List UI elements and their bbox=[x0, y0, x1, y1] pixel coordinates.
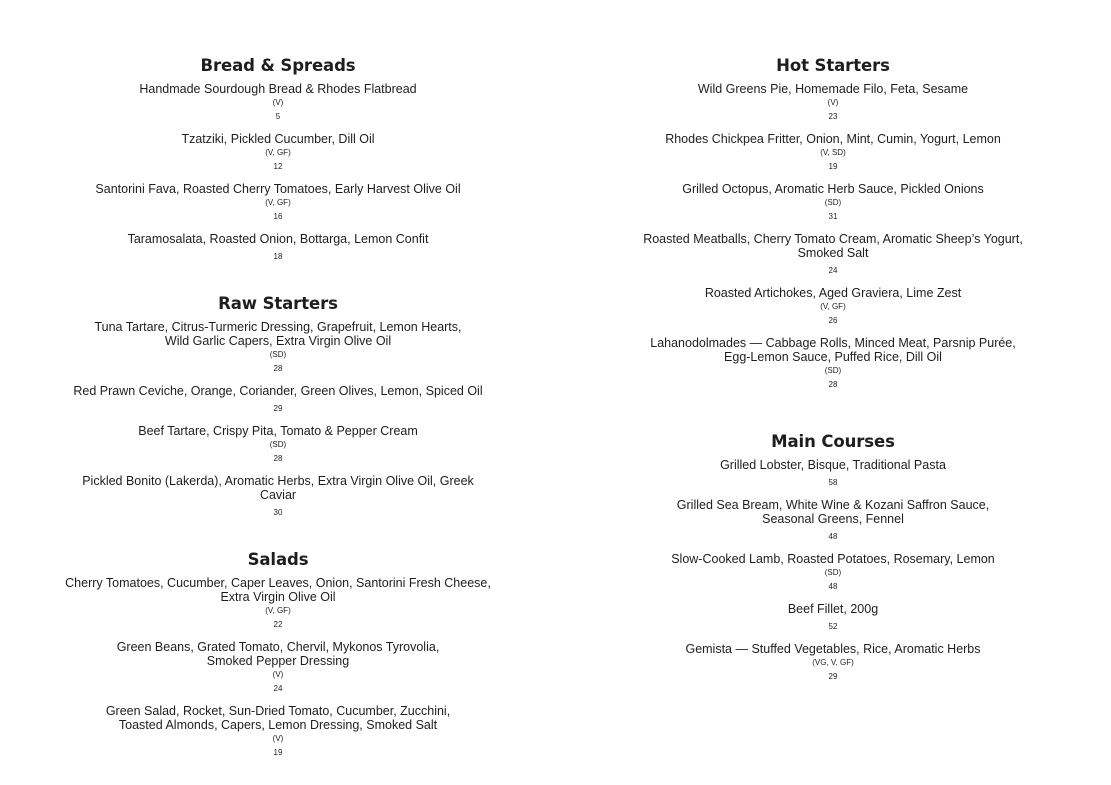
menu-item-name: Grilled Sea Bream, White Wine & Kozani Saffron Sauce, bbox=[676, 498, 990, 512]
menu-items bbox=[58, 320, 498, 518]
menu-item-name-line2: Seasonal Greens, Fennel bbox=[762, 512, 904, 526]
menu-item-name: Pickled Bonito (Lakerda), Aromatic Herbs, Extra Virgin Olive Oil, Greek Caviar bbox=[82, 474, 474, 502]
menu-item-dietary-tags: (V, GF) bbox=[820, 302, 846, 311]
menu-item-dietary-tags: (V) bbox=[272, 98, 284, 107]
section-title: Salads bbox=[247, 550, 309, 569]
menu-item bbox=[58, 704, 498, 758]
menu-item-name-line2: Extra Virgin Olive Oil bbox=[220, 590, 336, 604]
menu-item-price: 5 bbox=[275, 112, 281, 121]
menu-item-name-line2: Egg-Lemon Sauce, Puffed Rice, Dill Oil bbox=[724, 350, 942, 364]
menu-item-name-line2: Wild Garlic Capers, Extra Virgin Olive Oil bbox=[164, 334, 392, 348]
menu-item-name-line2: Smoked Pepper Dressing bbox=[206, 654, 350, 668]
menu-item-name: Tuna Tartare, Citrus-Turmeric Dressing, Grapefruit, Lemon Hearts, bbox=[94, 320, 462, 334]
menu-item bbox=[58, 576, 498, 630]
menu-item-price: 12 bbox=[273, 162, 283, 171]
menu-item-name: Santorini Fava, Roasted Cherry Tomatoes, Early Harvest Olive Oil bbox=[95, 182, 461, 196]
menu-item-name: Red Prawn Ceviche, Orange, Coriander, Green Olives, Lemon, Spiced Oil bbox=[73, 384, 483, 398]
menu-item bbox=[58, 424, 498, 464]
menu-item-dietary-tags: (VG, V, GF) bbox=[812, 658, 854, 667]
menu-item-dietary-tags: (SD) bbox=[824, 198, 842, 207]
menu-item-price: 28 bbox=[828, 380, 838, 389]
section-title: Main Courses bbox=[771, 432, 895, 451]
section-raw-starters bbox=[58, 294, 498, 518]
menu-item-name: Grilled Octopus, Aromatic Herb Sauce, Pickled Onions bbox=[682, 182, 984, 196]
menu-items bbox=[58, 576, 498, 758]
menu-item-dietary-tags: (SD) bbox=[824, 366, 842, 375]
menu-item-name: Taramosalata, Roasted Onion, Bottarga, Lemon Confit bbox=[127, 232, 429, 246]
menu-item-name: Tzatziki, Pickled Cucumber, Dill Oil bbox=[181, 132, 375, 146]
menu-item bbox=[628, 552, 1038, 592]
menu-item bbox=[628, 82, 1038, 122]
menu-item bbox=[58, 320, 498, 374]
section-title: Raw Starters bbox=[218, 294, 338, 313]
menu-item-price: 28 bbox=[273, 364, 283, 373]
menu-item-price: 30 bbox=[273, 508, 283, 517]
menu-item bbox=[628, 336, 1038, 390]
menu-item-name: Beef Tartare, Crispy Pita, Tomato & Pepper Cream bbox=[138, 424, 418, 438]
menu-item-name: Slow-Cooked Lamb, Roasted Potatoes, Rosemary, Lemon bbox=[671, 552, 995, 566]
menu-item bbox=[58, 474, 498, 518]
menu-item-price: 22 bbox=[273, 620, 283, 629]
section-title: Hot Starters bbox=[776, 56, 890, 75]
menu-item-name: Handmade Sourdough Bread & Rhodes Flatbread bbox=[139, 82, 417, 96]
menu-item-dietary-tags: (V) bbox=[827, 98, 839, 107]
menu-item-name: Cherry Tomatoes, Cucumber, Caper Leaves, Onion, Santorini Fresh Cheese, bbox=[65, 576, 491, 590]
menu-item-price: 18 bbox=[273, 252, 283, 261]
menu-item-price: 48 bbox=[828, 532, 838, 541]
menu-item-name: Roasted Artichokes, Aged Graviera, Lime Zest bbox=[704, 286, 962, 300]
menu-item-price: 29 bbox=[828, 672, 838, 681]
menu-item bbox=[628, 602, 1038, 632]
section-salads bbox=[58, 550, 498, 758]
menu-item-price: 16 bbox=[273, 212, 283, 221]
menu-item-name: Green Salad, Rocket, Sun-Dried Tomato, Cucumber, Zucchini, bbox=[105, 704, 451, 718]
menu-item-dietary-tags: (V, GF) bbox=[265, 198, 291, 207]
menu-items bbox=[628, 82, 1038, 390]
menu-item-price: 23 bbox=[828, 112, 838, 121]
menu-item-name: Lahanodolmades — Cabbage Rolls, Minced Meat, Parsnip Purée, bbox=[650, 336, 1016, 350]
section-main-courses bbox=[628, 432, 1038, 682]
menu-item-name: Beef Fillet, 200g bbox=[787, 602, 879, 616]
menu-item-dietary-tags: (SD) bbox=[269, 350, 287, 359]
menu-item bbox=[58, 182, 498, 222]
menu-item-price: 19 bbox=[273, 748, 283, 757]
menu-item-dietary-tags: (SD) bbox=[269, 440, 287, 449]
menu-item-dietary-tags: (V, SD) bbox=[820, 148, 846, 157]
menu-item bbox=[628, 232, 1038, 276]
menu-item bbox=[628, 182, 1038, 222]
menu-item-name-line2: Smoked Salt bbox=[797, 246, 869, 260]
menu-item-dietary-tags: (V) bbox=[272, 670, 284, 679]
menu-item-name: Grilled Lobster, Bisque, Traditional Pasta bbox=[720, 458, 946, 472]
menu-item-dietary-tags: (V, GF) bbox=[265, 606, 291, 615]
menu-item bbox=[628, 458, 1038, 488]
section-title: Bread & Spreads bbox=[200, 56, 356, 75]
menu-item bbox=[628, 642, 1038, 682]
menu-item bbox=[628, 498, 1038, 542]
menu-item-price: 52 bbox=[828, 622, 838, 631]
menu-item-dietary-tags: (V, GF) bbox=[265, 148, 291, 157]
menu-item-dietary-tags: (SD) bbox=[824, 568, 842, 577]
menu-item bbox=[58, 640, 498, 694]
menu-item-price: 48 bbox=[828, 582, 838, 591]
section-hot-starters bbox=[628, 56, 1038, 390]
menu-item bbox=[58, 82, 498, 122]
menu-item-price: 26 bbox=[828, 316, 838, 325]
menu-item-name: Roasted Meatballs, Cherry Tomato Cream, Aromatic Sheep’s Yogurt, bbox=[643, 232, 1023, 246]
menu-item bbox=[58, 232, 498, 262]
menu-item-price: 58 bbox=[828, 478, 838, 487]
menu-item-name-line2: Toasted Almonds, Capers, Lemon Dressing, Smoked Salt bbox=[118, 718, 438, 732]
menu-item-price: 19 bbox=[828, 162, 838, 171]
menu-item bbox=[628, 132, 1038, 172]
menu-item-name: Gemista — Stuffed Vegetables, Rice, Aromatic Herbs bbox=[685, 642, 981, 656]
menu-item bbox=[58, 384, 498, 414]
menu-item-dietary-tags: (V) bbox=[272, 734, 284, 743]
menu-items bbox=[58, 82, 498, 262]
section-bread-spreads bbox=[58, 56, 498, 262]
menu-column-right bbox=[628, 56, 1038, 682]
menu-item-price: 24 bbox=[273, 684, 283, 693]
menu-item bbox=[58, 132, 498, 172]
menu-item-price: 24 bbox=[828, 266, 838, 275]
menu-items bbox=[628, 458, 1038, 682]
menu-item-name: Rhodes Chickpea Fritter, Onion, Mint, Cumin, Yogurt, Lemon bbox=[665, 132, 1001, 146]
menu-item-price: 29 bbox=[273, 404, 283, 413]
menu-column-left bbox=[58, 56, 498, 758]
menu-item-name: Green Beans, Grated Tomato, Chervil, Mykonos Tyrovolia, bbox=[116, 640, 440, 654]
menu-item-name: Wild Greens Pie, Homemade Filo, Feta, Sesame bbox=[697, 82, 969, 96]
menu-item bbox=[628, 286, 1038, 326]
menu-item-price: 28 bbox=[273, 454, 283, 463]
menu-item-price: 31 bbox=[828, 212, 838, 221]
